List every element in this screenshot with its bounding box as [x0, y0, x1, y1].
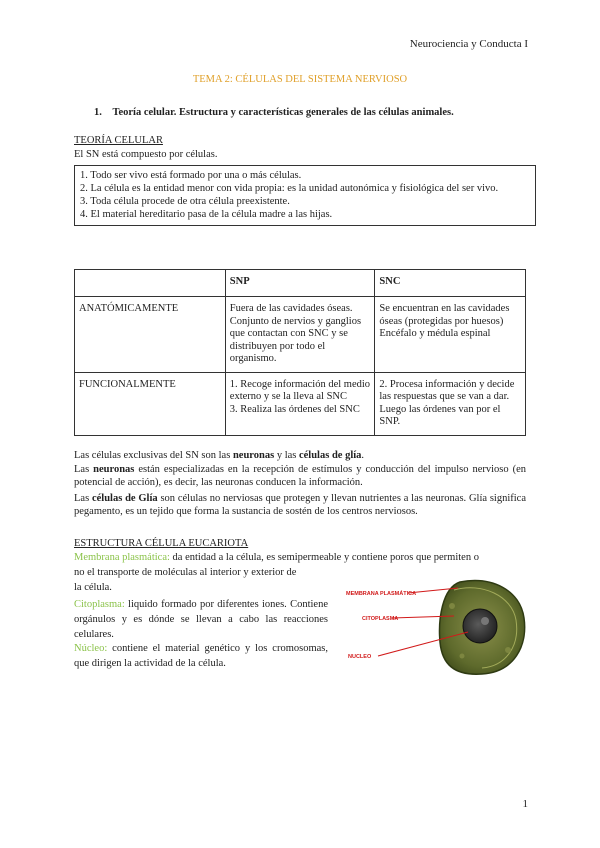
- teoria-line: 2. La célula es la entidad menor con vida propia: es la unidad autonómica y fisiológica del ser vivo.: [80, 183, 499, 194]
- table-cell: [225, 297, 375, 373]
- citoplasma-paragraph: [74, 597, 328, 642]
- text: liquido formado por diferentes iones. Contiene orgánulos y es dónde se llevan a cabo las reacciones celulares.: [74, 599, 328, 640]
- cell-line: Se encuentran en las cavidades óseas (protegidas por huesos): [379, 303, 510, 327]
- membrana-line1: [74, 551, 534, 564]
- nucleo-paragraph: [74, 641, 328, 671]
- text: y las: [274, 450, 299, 461]
- nucleo-term: Núcleo:: [74, 643, 108, 654]
- row-label: FUNCIONALMENTE: [75, 372, 226, 435]
- text: Las: [74, 464, 94, 475]
- table-cell: [375, 372, 526, 435]
- text: son células no nerviosas que protegen y llevan nutrientes a las neuronas. Glía significa pegamento, es un tejido que forma la sustancia de sostén de los centros nerviosos.: [74, 493, 526, 517]
- paragraph-glia: [74, 492, 526, 518]
- table-header-cell: SNC: [375, 270, 526, 297]
- paragraph-neuronas: [74, 463, 526, 489]
- label-membrana: MEMBRANA PLASMÁTICA: [346, 591, 417, 597]
- table-header-cell: SNP: [225, 270, 375, 297]
- page-number: 1: [522, 798, 528, 810]
- table-cell: [375, 297, 526, 373]
- table-header-row: [75, 270, 526, 297]
- comparison-table: [74, 269, 526, 436]
- cell-line: 3. Realiza las órdenes del SNC: [229, 403, 360, 415]
- citoplasma-term: Citoplasma:: [74, 599, 125, 610]
- teoria-heading: TEORÍA CELULAR: [74, 135, 163, 146]
- table-row: [75, 372, 526, 435]
- bold-term: neuronas: [93, 464, 135, 475]
- section-heading: [94, 107, 454, 118]
- teoria-line: 1. Todo ser vivo está formado por una o más células.: [80, 170, 302, 181]
- text: .: [361, 450, 365, 461]
- text: da entidad a la célula, es semipermeable y contiene poros que permiten o: [169, 552, 479, 563]
- cell-figure: [342, 576, 532, 676]
- nucleus-shape: [463, 609, 497, 643]
- paragraph-cells: [74, 449, 526, 462]
- text: Las células exclusivas del SN son las: [74, 450, 233, 461]
- table-cell: [225, 372, 375, 435]
- cell-illustration: [342, 576, 532, 676]
- cell-line: 2. Procesa información y decide las respuestas que se van a dar. Luego las órdenes van por el SNP.: [379, 378, 515, 427]
- header-course: Neurociencia y Conducta I: [409, 38, 528, 50]
- teoria-box: [74, 165, 536, 226]
- section-number: 1.: [94, 107, 102, 118]
- cell-line: Fuera de las cavidades óseas.: [229, 303, 353, 314]
- membrana-term: Membrana plasmática:: [74, 552, 170, 563]
- text: están especializadas en la recepción de estímulos y conducción del impulso nervioso (en potencial de acción), es decir, las neuronas conducen la información.: [74, 464, 526, 488]
- teoria-line: 3. Toda célula procede de otra célula preexistente.: [80, 196, 290, 207]
- teoria-line: 4. El material hereditario pasa de la célula madre a las hijas.: [80, 209, 333, 220]
- teoria-intro: El SN está compuesto por células.: [74, 149, 218, 160]
- label-citoplasma: CITOPLASMA: [362, 616, 399, 622]
- text: Las: [74, 493, 92, 504]
- eucariota-heading: ESTRUCTURA CÉLULA EUCARIOTA: [74, 538, 249, 549]
- membrana-line2: no el transporte de moléculas al interior y exterior de: [74, 567, 297, 578]
- row-label: ANATÓMICAMENTE: [75, 297, 226, 373]
- bold-term: células de Glía: [91, 493, 158, 504]
- bold-term: células de glía: [298, 450, 362, 461]
- membrana-line3: la célula.: [74, 582, 112, 593]
- page-title: TEMA 2: CÉLULAS DEL SISTEMA NERVIOSO: [192, 74, 408, 85]
- table-row: [75, 297, 526, 373]
- label-nucleo: NUCLEO: [348, 654, 372, 660]
- cell-line: 1. Recoge información del medio externo y se la lleva al SNC: [229, 378, 371, 402]
- cell-line: Encéfalo y médula espinal: [379, 328, 491, 339]
- cell-line: Conjunto de nervios y ganglios que contactan con SNC y se distribuyen por todo el organismo.: [229, 315, 362, 364]
- table-header-cell: [75, 270, 226, 297]
- bold-term: neuronas: [232, 450, 275, 461]
- section-text: Teoría celular. Estructura y características generales de las células animales.: [112, 107, 454, 118]
- text: contiene el material genético y los cromosomas, que dirigen la actividad de la célula.: [74, 643, 328, 669]
